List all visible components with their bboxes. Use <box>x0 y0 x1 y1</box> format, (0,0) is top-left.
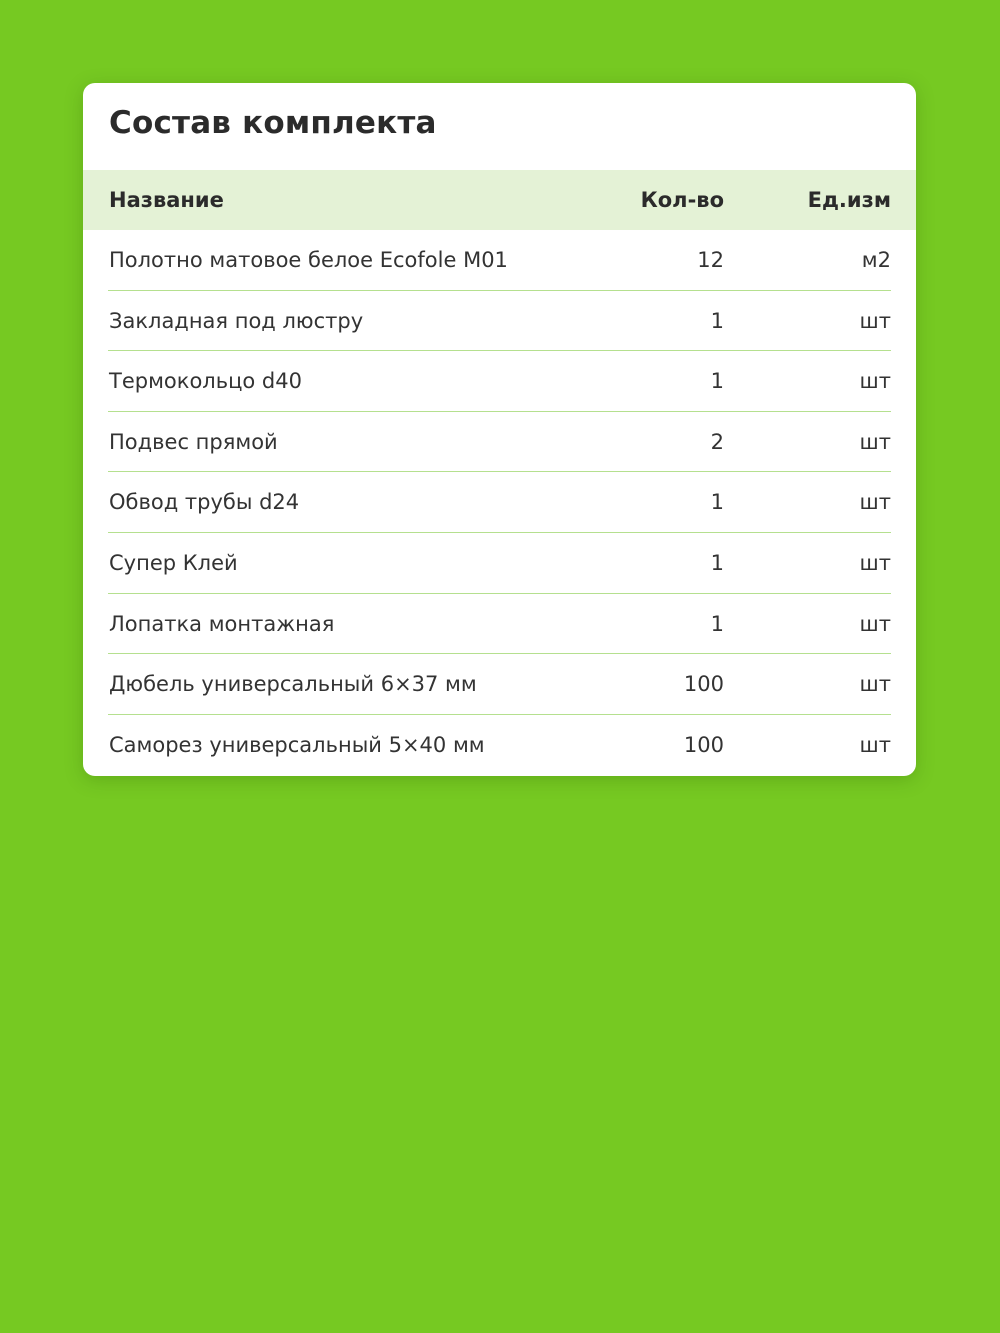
table-row <box>83 351 916 412</box>
item-unit: шт <box>859 672 891 697</box>
item-qty: 1 <box>710 308 724 333</box>
item-unit: м2 <box>861 248 891 272</box>
table-row <box>83 533 916 594</box>
item-name: Термокольцо d40 <box>109 369 302 394</box>
item-qty: 12 <box>697 248 724 272</box>
table-row <box>83 412 916 473</box>
table-body <box>83 230 916 775</box>
item-name: Подвес прямой <box>109 429 278 454</box>
item-qty: 100 <box>683 672 724 697</box>
item-unit: шт <box>859 490 891 515</box>
item-unit: шт <box>859 611 891 636</box>
item-qty: 2 <box>710 429 724 454</box>
item-qty: 1 <box>710 611 724 636</box>
item-unit: шт <box>859 369 891 394</box>
item-qty: 1 <box>710 369 724 394</box>
table-row <box>83 472 916 533</box>
table-row <box>83 594 916 655</box>
item-name: Закладная под люстру <box>109 308 364 333</box>
table-header <box>83 170 916 230</box>
table-row <box>83 291 916 352</box>
item-name: Супер Клей <box>109 550 238 575</box>
item-name: Лопатка монтажная <box>109 611 335 636</box>
table-row <box>83 654 916 715</box>
table-row <box>83 715 916 776</box>
item-name: Полотно матовое белое Ecofole M01 <box>109 248 508 272</box>
item-name: Саморез универсальный 5×40 мм <box>109 732 485 757</box>
item-unit: шт <box>859 429 891 454</box>
item-name: Обвод трубы d24 <box>109 490 300 515</box>
item-name: Дюбель универсальный 6×37 мм <box>109 672 477 697</box>
column-header-unit: Ед.изм <box>807 188 891 212</box>
item-unit: шт <box>859 308 891 333</box>
table-row <box>83 230 916 291</box>
column-header-name: Название <box>109 188 224 212</box>
item-qty: 100 <box>683 732 724 757</box>
column-header-qty: Кол-во <box>640 188 724 212</box>
item-unit: шт <box>859 550 891 575</box>
kit-contents-card <box>83 83 916 776</box>
item-unit: шт <box>859 732 891 757</box>
item-qty: 1 <box>710 490 724 515</box>
item-qty: 1 <box>710 550 724 575</box>
card-title: Состав комплекта <box>109 105 437 141</box>
